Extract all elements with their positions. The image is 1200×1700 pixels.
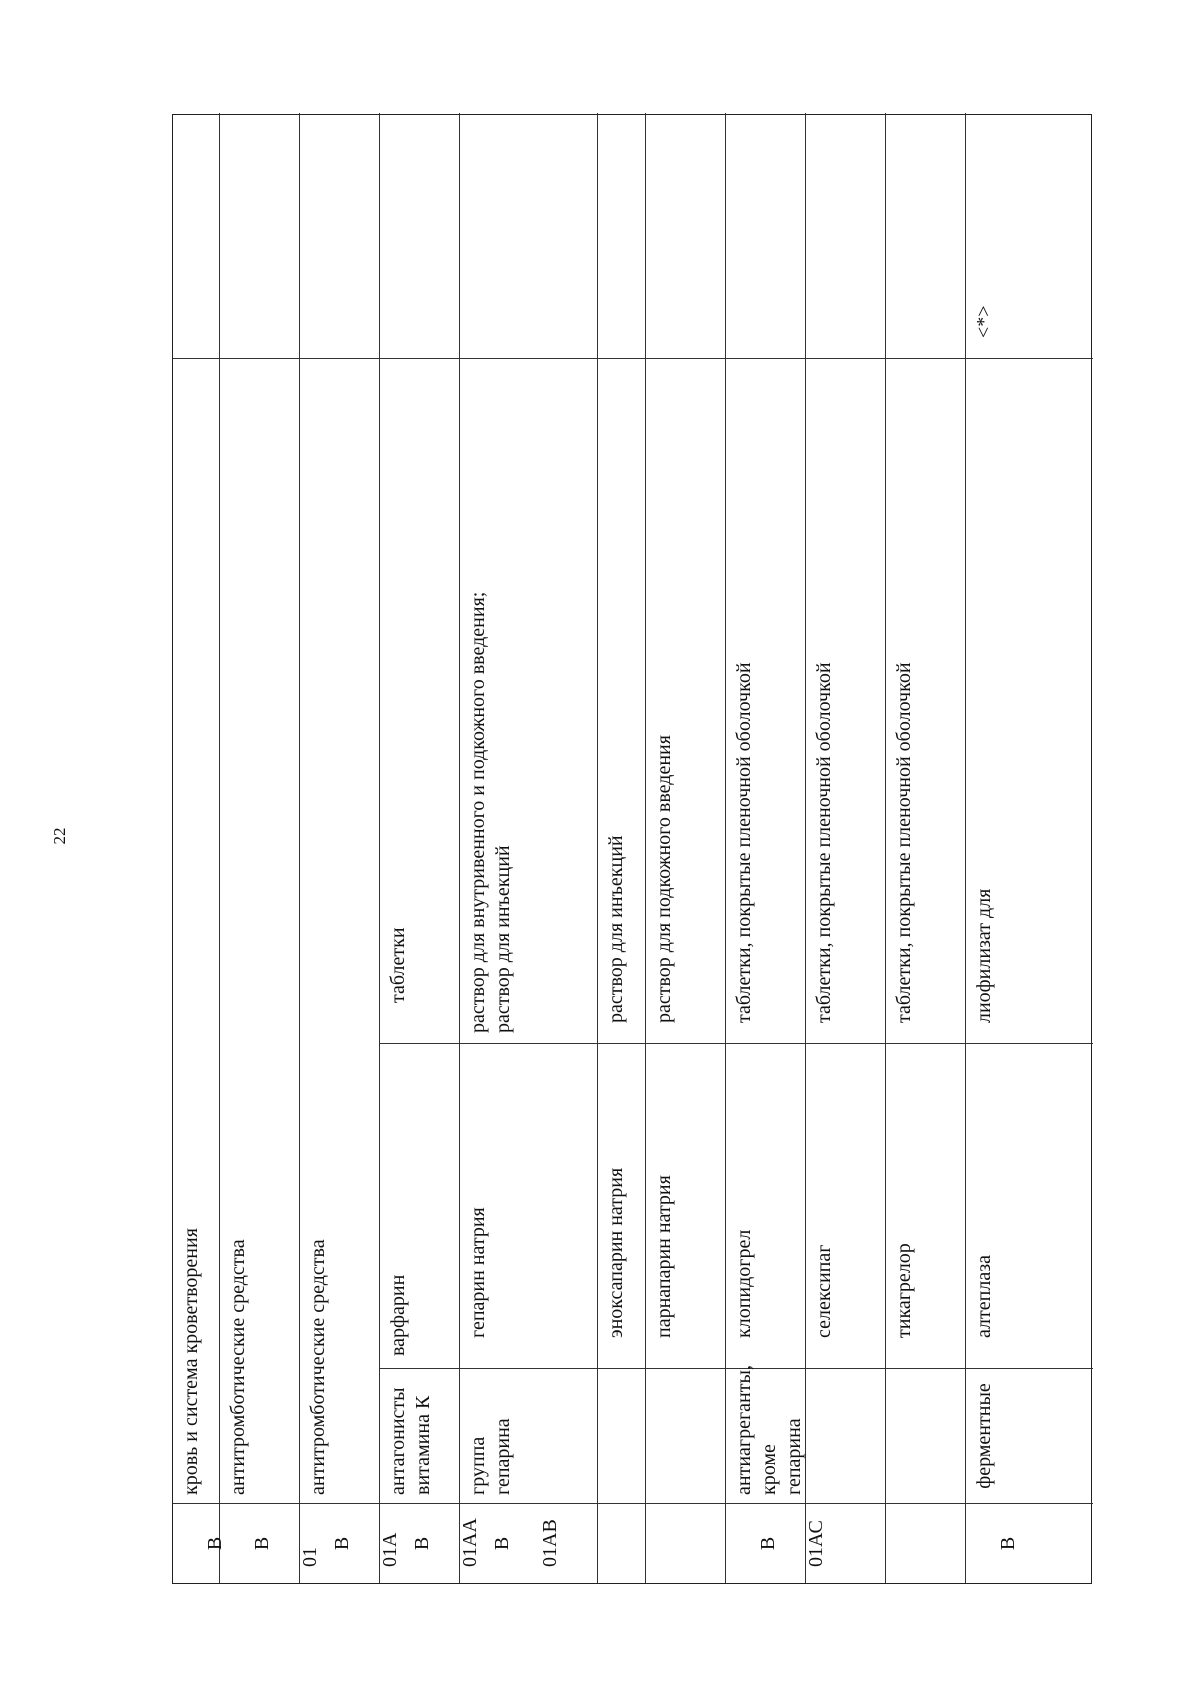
table-row: [966, 113, 1093, 1583]
code-letter: В: [491, 1536, 513, 1551]
page-number: 22: [50, 827, 69, 845]
note-cell: [886, 113, 965, 358]
form-cell: лиофилизат для: [966, 358, 1093, 1043]
inn-cell: варфарин: [380, 1043, 459, 1368]
table-row: [806, 113, 886, 1583]
code-number: 01АА: [459, 1518, 481, 1567]
inn-cell: тикагрелор: [886, 1043, 965, 1368]
code-cell: [806, 1503, 885, 1583]
inn-cell: эноксапарин натрия: [598, 1043, 645, 1368]
code-letter: В: [411, 1536, 433, 1551]
atc-name-cell: [806, 1368, 885, 1503]
table-row: [646, 113, 726, 1583]
code-number: 01АВ: [539, 1519, 561, 1567]
code-letter: В: [331, 1536, 353, 1551]
table-row: [173, 113, 226, 1583]
table-row: [220, 113, 321, 1583]
atc-name-cell: антиагреганты, кроме гепарина: [726, 1368, 805, 1503]
form-cell: таблетки: [380, 358, 459, 1043]
table-row: [460, 113, 598, 1583]
code-letter: В: [757, 1536, 779, 1551]
note-cell: [646, 113, 725, 358]
atc-name-cell: кровь и система кроветворения: [173, 358, 219, 1503]
form-cell: таблетки, покрытые пленочной оболочкой: [886, 358, 965, 1043]
code-cell: [966, 1503, 1093, 1583]
table-row: [598, 113, 646, 1583]
atc-name-cell: ферментные: [966, 1368, 1093, 1503]
code-letter: В: [251, 1536, 273, 1551]
note-cell: [806, 113, 885, 358]
drug-table: [172, 114, 1092, 1584]
form-cell: таблетки, покрытые пленочной оболочкой: [806, 358, 885, 1043]
form-cell: раствор для подкожного введения: [646, 358, 725, 1043]
inn-cell: гепарин натрия: [460, 1043, 597, 1368]
code-number: 01: [299, 1547, 321, 1567]
note-cell: [460, 113, 597, 358]
inn-cell: селексипаг: [806, 1043, 885, 1368]
note-cell: [380, 113, 459, 358]
table-row: [886, 113, 966, 1583]
atc-name-cell: антитромботические средства: [220, 358, 299, 1503]
code-cell: [460, 1503, 597, 1583]
code-cell: [173, 1503, 226, 1583]
atc-name-cell: группа гепарина: [460, 1368, 597, 1503]
code-cell: [220, 1503, 321, 1583]
atc-name-cell: [886, 1368, 965, 1503]
code-cell: [300, 1503, 401, 1583]
code-number: 01А: [379, 1532, 401, 1567]
code-cell: [886, 1503, 965, 1583]
form-cell: раствор для инъекций: [598, 358, 645, 1043]
note-cell: [173, 113, 219, 358]
form-cell: раствор для внутривенного и подкожного введения; раствор для инъекций: [460, 358, 597, 1043]
code-cell: [598, 1503, 645, 1583]
note-cell: <*>: [973, 305, 995, 338]
note-cell: [598, 113, 645, 358]
atc-name-cell: [598, 1368, 645, 1503]
atc-name-cell: антитромботические средства: [300, 358, 379, 1503]
code-cell: [726, 1503, 827, 1583]
code-number: 01АС: [805, 1520, 827, 1567]
code-letter: В: [204, 1536, 226, 1551]
code-letter: В: [997, 1536, 1019, 1551]
inn-cell: клопидогрел: [726, 1043, 805, 1368]
note-cell: [726, 113, 805, 358]
atc-name-cell: антагонисты витамина К: [380, 1368, 459, 1503]
code-cell: [646, 1503, 725, 1583]
note-cell: [220, 113, 299, 358]
atc-name-cell: [646, 1368, 725, 1503]
form-cell: таблетки, покрытые пленочной оболочкой: [726, 358, 805, 1043]
code-cell: [380, 1503, 481, 1583]
note-cell: [300, 113, 379, 358]
inn-cell: алтеплаза: [966, 1043, 1093, 1368]
inn-cell: парнапарин натрия: [646, 1043, 725, 1368]
